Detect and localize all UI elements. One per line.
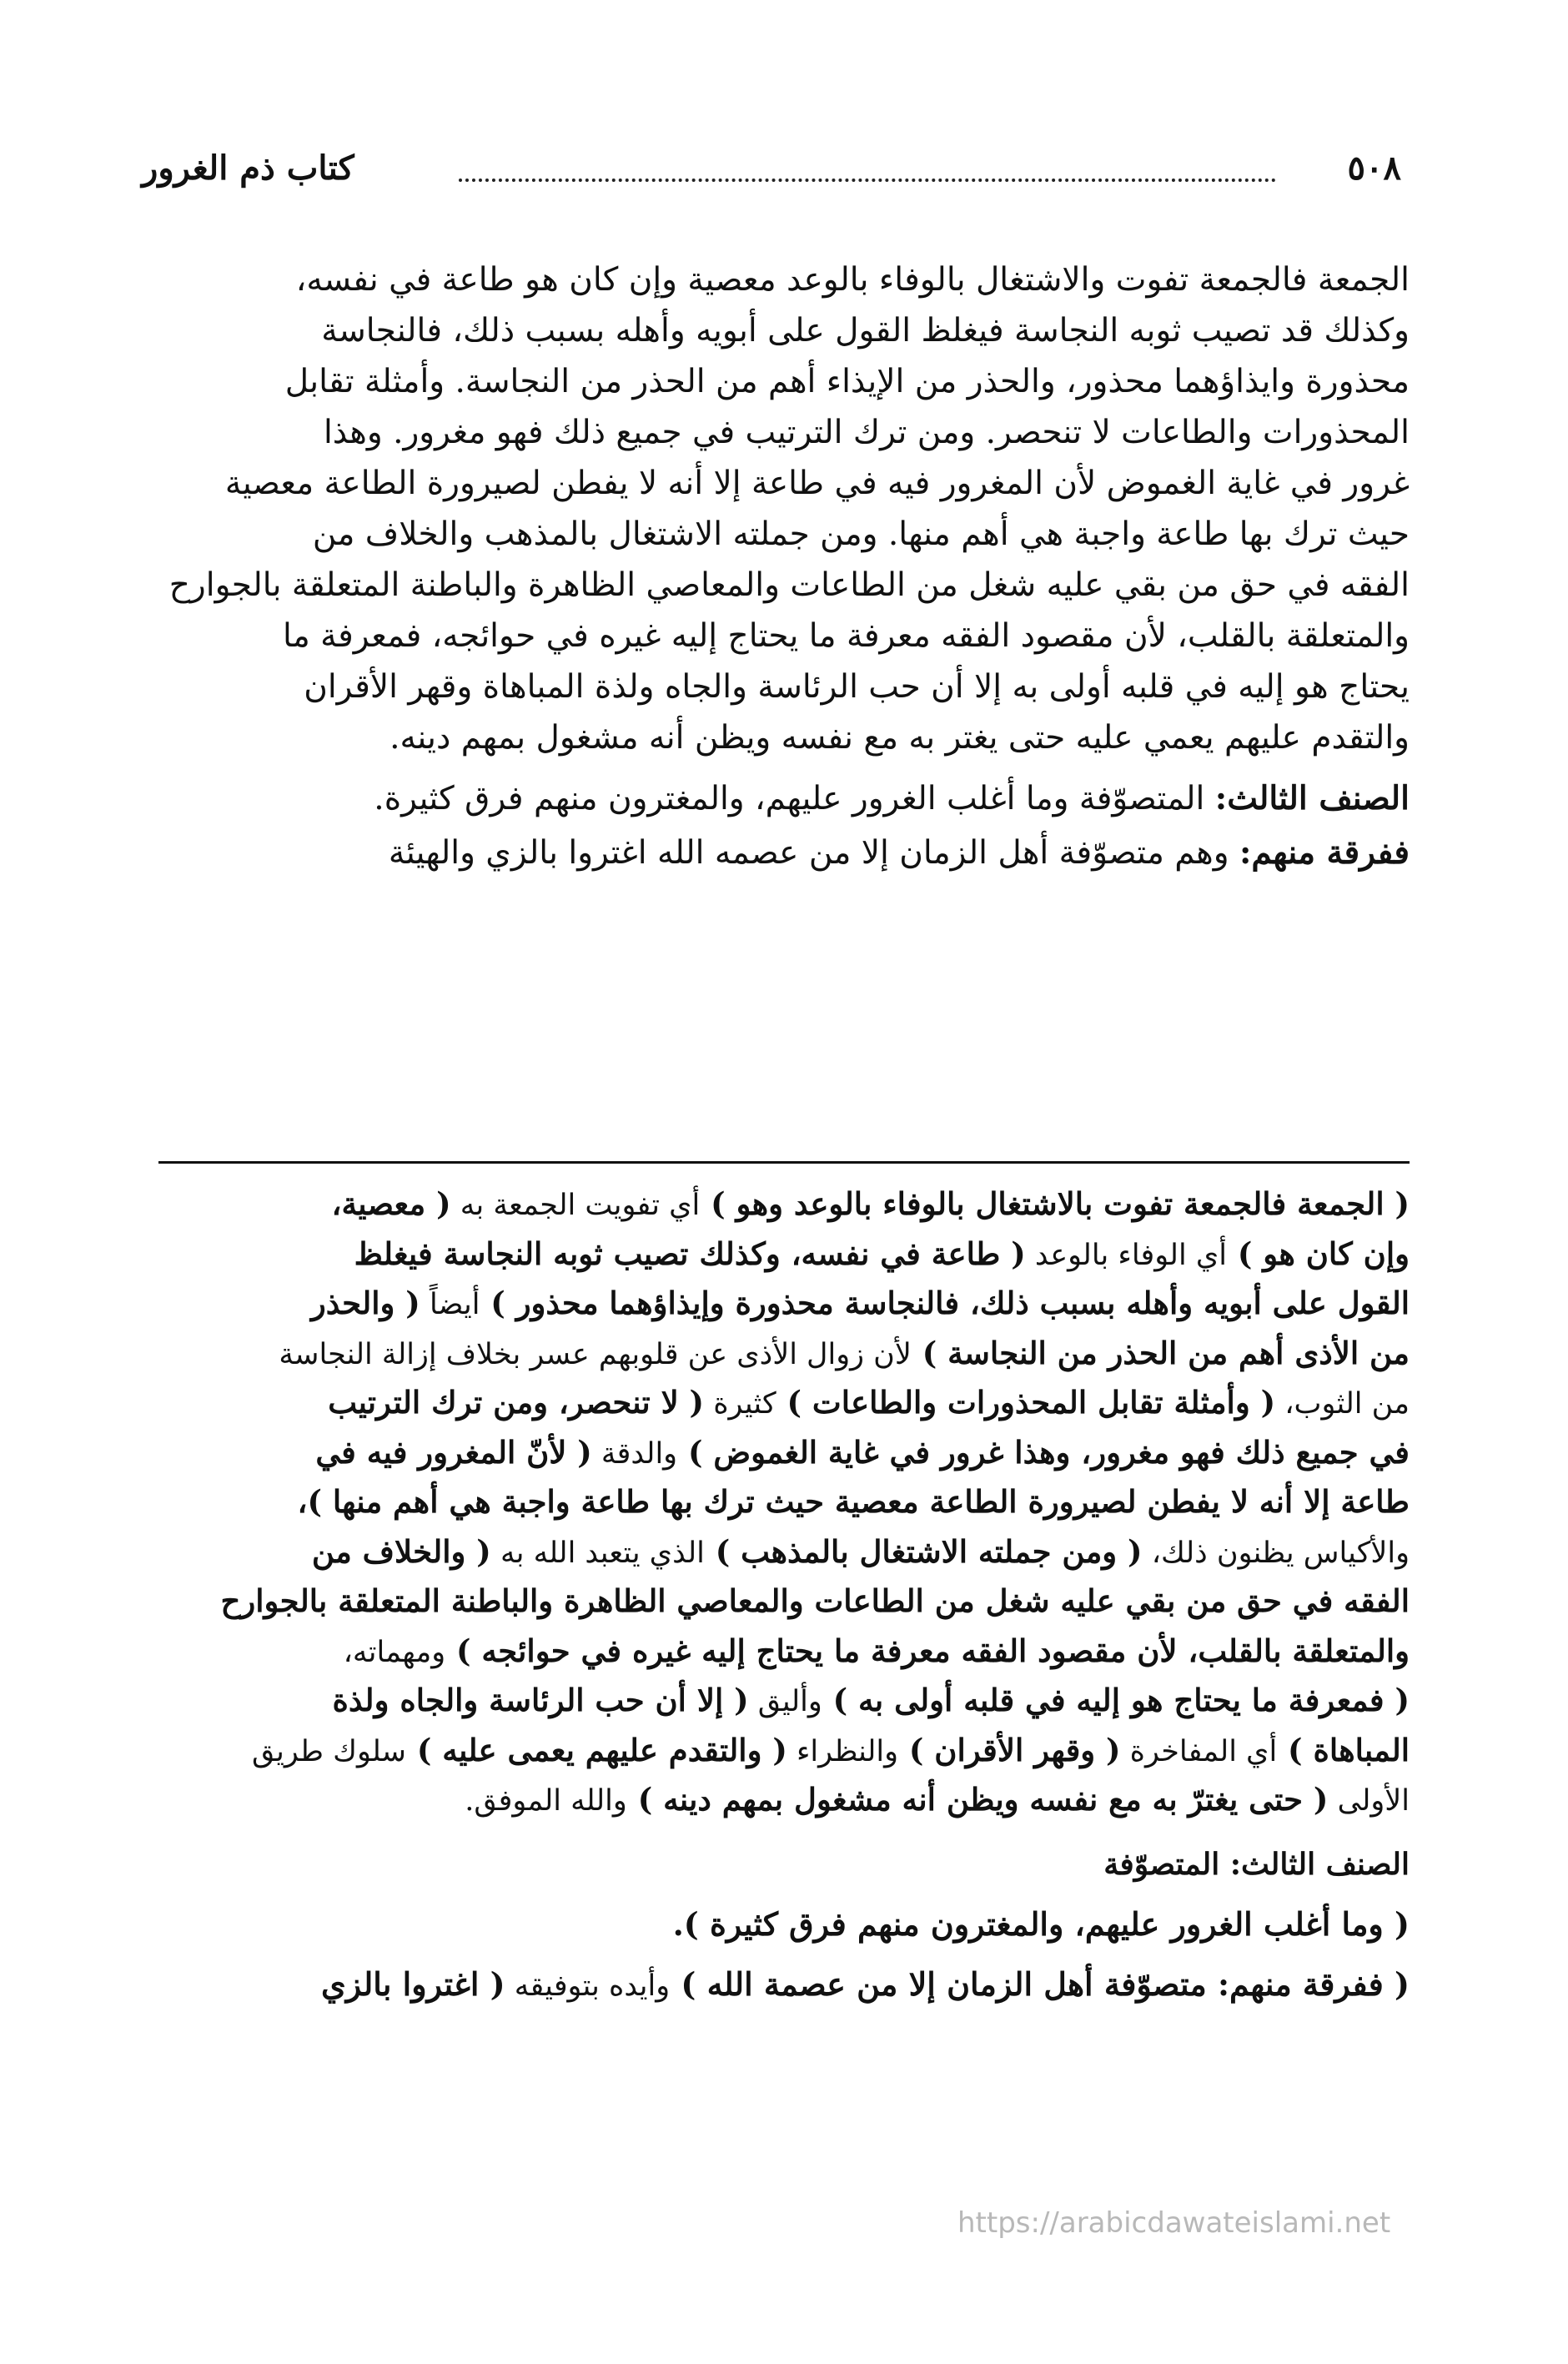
quoted-text: المباهاة ) (1277, 1731, 1410, 1768)
gloss-text: ومهماته، (343, 1635, 446, 1669)
quoted-text: طاعة إلا أنه لا يفطن لصيرورة الطاعة معصية حيث ترك بها طاعة واجبة هي أهم منها )، (297, 1483, 1410, 1520)
commentary-section-heading: الصنف الثالث: المتصوّفة (1103, 1846, 1410, 1882)
gloss-text: وأليق (748, 1685, 822, 1718)
section-heading-line (158, 772, 1410, 826)
quoted-text: ( إلا أن حب الرئاسة والجاه ولذة (332, 1682, 749, 1718)
commentary-line (158, 1280, 1410, 1330)
quoted-text: ( لأنّ المغرور فيه في (315, 1433, 592, 1471)
quoted-text: ( والحذر (310, 1285, 420, 1321)
section-text: المتصوّفة وما أغلب الغرور عليهم، والمغترون منهم فرق كثيرة. (374, 780, 1215, 817)
gloss-text: من الثوب، (1275, 1387, 1410, 1421)
main-line: حيث ترك بها طاعة واجبة هي أهم منها. ومن جملته الاشتغال بالمذهب والخلاف من (312, 516, 1410, 553)
running-title: كتاب ذم الغرور (142, 148, 354, 188)
gloss-text: والنظراء (787, 1734, 899, 1768)
quoted-text: ( والتقدم عليهم يعمى عليه ) (406, 1731, 787, 1768)
gloss-text: الذي يتعبد الله به (490, 1536, 705, 1570)
gloss-text: كثيرة (704, 1387, 776, 1421)
separator-rule (158, 1161, 1410, 1164)
commentary-line (158, 1677, 1410, 1727)
commentary-line (158, 1727, 1410, 1777)
quoted-text: ( معصية، (331, 1185, 451, 1222)
main-line: الفقه في حق من بقي عليه شغل من الطاعات والمعاصي الظاهرة والباطنة المتعلقة بالجوارح (168, 566, 1410, 604)
quoted-text: ( طاعة في نفسه، وكذلك تصيب ثوبه النجاسة فيغلظ (354, 1235, 1026, 1272)
main-text (158, 254, 1410, 880)
main-line: والمتعلقة بالقلب، لأن مقصود الفقه معرفة ما يحتاج إليه غيره في حوائجه، فمعرفة ما (283, 617, 1410, 655)
commentary (158, 1180, 1410, 2010)
commentary-line (158, 1180, 1410, 1230)
dotted-leader (459, 179, 1276, 182)
main-line: يحتاج هو إليه في قلبه أولى به إلا أن حب الرئاسة والجاه ولذة المباهاة وقهر الأقران (304, 668, 1410, 706)
subgroup-line (158, 826, 1410, 880)
subgroup-label: ففرقة منهم: (1239, 833, 1410, 872)
gloss-text: لأن زوال الأذى عن قلوبهم عسر بخلاف إزالة النجاسة (279, 1337, 912, 1371)
commentary-line (158, 1478, 1410, 1528)
main-line: غرور في غاية الغموض لأن المغرور فيه في طاعة إلا أنه لا يفطن لصيرورة الطاعة معصية (224, 465, 1410, 502)
gloss-text: سلوك طريق (251, 1734, 407, 1768)
quoted-text: ( والخلاف من (311, 1532, 491, 1570)
commentary-line (158, 1627, 1410, 1677)
quoted-text: الفقه في حق من بقي عليه شغل من الطاعات والمعاصي الظاهرة والباطنة المتعلقة بالجوارح (220, 1582, 1410, 1619)
gloss-text: والدقة (591, 1436, 678, 1471)
gloss-text: أي الوفاء بالوعد (1025, 1238, 1227, 1272)
quoted-text: ( الجمعة فالجمعة تفوت بالاشتغال بالوفاء بالوعد وهو ) (700, 1185, 1410, 1222)
watermark-url: https://arabicdawateislami.net (957, 2206, 1391, 2240)
quoted-text: وإن كان هو ) (1226, 1235, 1410, 1272)
section-label: الصنف الثالث: (1214, 779, 1410, 817)
commentary-line (158, 1776, 1410, 1826)
quoted-text: في جميع ذلك فهو مغرور، وهذا غرور في غاية الغموض ) (677, 1433, 1410, 1471)
commentary-line (158, 1330, 1410, 1380)
commentary-line (158, 1230, 1410, 1280)
gloss-text: وأيده بتوفيقه (505, 1969, 671, 2003)
main-line: الجمعة فالجمعة تفوت والاشتغال بالوفاء بالوعد معصية وإن كان هو طاعة في نفسه، (295, 261, 1410, 299)
page-header (142, 148, 1401, 199)
quoted-text: والمتعلقة بالقلب، لأن مقصود الفقه معرفة ما يحتاج إليه غيره في حوائجه ) (445, 1632, 1410, 1669)
gloss-text: أيضاً (420, 1288, 480, 1321)
gloss-text: الأولى (1328, 1784, 1410, 1818)
quoted-text: ( اغتروا بالزي (321, 1964, 505, 2003)
main-line: محذورة وايذاؤهما محذور، والحذر من الإيذاء أهم من الحذر من النجاسة. وأمثلة تقابل (284, 363, 1410, 400)
gloss-text: والله الموفق. (465, 1784, 627, 1818)
main-line: وكذلك قد تصيب ثوبه النجاسة فيغلظ القول على أبويه وأهله بسبب ذلك، فالنجاسة (321, 312, 1410, 350)
commentary-line (158, 1528, 1410, 1578)
commentary-line (158, 1577, 1410, 1627)
quoted-text: ( وأمثلة تقابل المحذورات والطاعات ) (776, 1384, 1276, 1421)
commentary-line (158, 1429, 1410, 1479)
quoted-text: ( فمعرفة ما يحتاج هو إليه في قلبه أولى به ) (822, 1682, 1410, 1718)
gloss-text: أي تفويت الجمعة به (450, 1189, 701, 1222)
quoted-text: ( ومن جملته الاشتغال بالمذهب ) (704, 1532, 1143, 1570)
subgroup-text: وهم متصوّفة أهل الزمان إلا من عصمه الله اغتروا بالزي والهيئة (388, 834, 1239, 872)
quoted-text: ( ففرقة منهم: متصوّفة أهل الزمان إلا من عصمة الله ) (670, 1964, 1410, 2003)
main-line: المحذورات والطاعات لا تنحصر. ومن ترك الترتيب في جميع ذلك فهو مغرور. وهذا (323, 414, 1410, 451)
quoted-text: القول على أبويه وأهله بسبب ذلك، فالنجاسة محذورة وإيذاؤهما محذور ) (480, 1285, 1410, 1321)
gloss-text: والأكياس يظنون ذلك، (1142, 1536, 1410, 1570)
commentary-line (158, 1379, 1410, 1429)
main-line: والتقدم عليهم يعمي عليه حتى يغتر به مع نفسه ويظن أنه مشغول بمهم دينه. (389, 719, 1410, 757)
quoted-text: ( لا تنحصر، ومن ترك الترتيب (328, 1384, 705, 1421)
page-number: ٥٠٨ (1347, 148, 1401, 188)
quoted-text: ( وقهر الأقران ) (898, 1731, 1121, 1768)
commentary-quote-line: ( وما أغلب الغرور عليهم، والمغترون منهم فرق كثيرة ). (672, 1905, 1410, 1943)
quoted-text: ( حتى يغترّ به مع نفسه ويظن أنه مشغول بمهم دينه ) (626, 1781, 1329, 1818)
quoted-text: من الأذى أهم من الحذر من النجاسة ) (911, 1334, 1410, 1371)
gloss-text: أي المفاخرة (1120, 1734, 1278, 1768)
commentary-quote-line (158, 1960, 1410, 2011)
